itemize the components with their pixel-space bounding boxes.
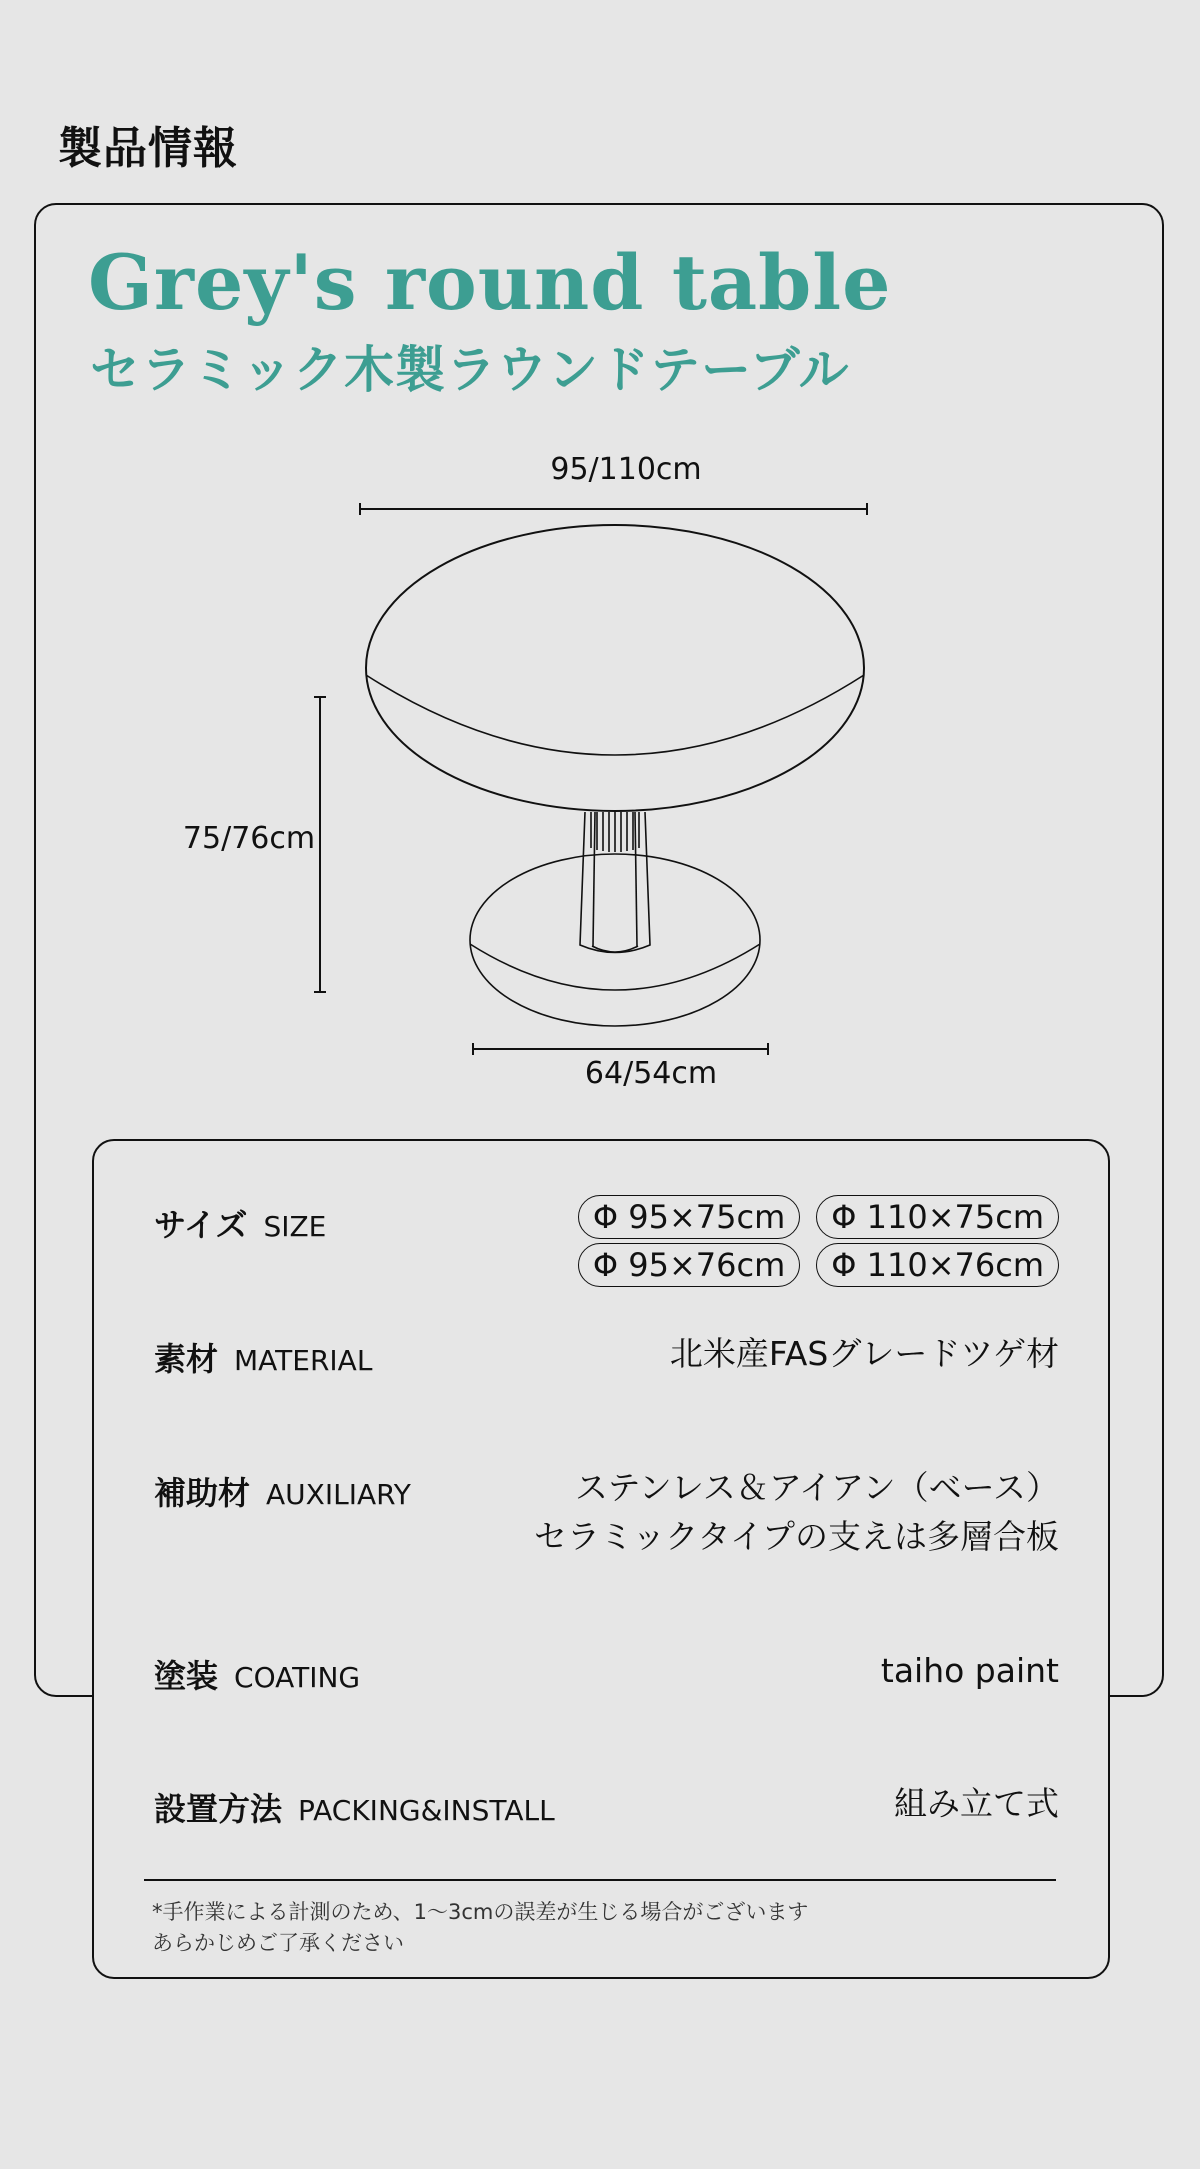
- product-title-ja: セラミック木製ラウンドテーブル: [90, 341, 850, 399]
- packing-value: 組み立て式: [894, 1784, 1059, 1823]
- auxiliary-label-ja: 補助材: [154, 1474, 251, 1512]
- table-top: [366, 525, 864, 811]
- table-drawing: [366, 525, 864, 1026]
- packing-label-en: PACKING&INSTALL: [298, 1794, 555, 1827]
- size-options: [578, 1195, 1059, 1287]
- size-option: Φ 95×76cm: [578, 1243, 800, 1287]
- coating-label: [154, 1651, 360, 1697]
- height-label: 75/76cm: [182, 821, 316, 856]
- packing-label-ja: 設置方法: [154, 1790, 283, 1828]
- material-label-en: MATERIAL: [234, 1344, 373, 1377]
- auxiliary-label-en: AUXILIARY: [266, 1478, 411, 1511]
- coating-label-en: COATING: [234, 1661, 361, 1694]
- section-heading: 製品情報: [58, 123, 238, 174]
- size-label-ja: サイズ: [154, 1206, 248, 1244]
- size-option: Φ 110×76cm: [816, 1243, 1059, 1287]
- base-width-label: 64/54cm: [584, 1056, 718, 1091]
- footnote-line1: *手作業による計測のため、1～3cmの誤差が生じる場合がございます: [152, 1900, 809, 1924]
- product-title-en: Grey's round table: [88, 238, 892, 327]
- size-option: Φ 95×75cm: [578, 1195, 800, 1239]
- material-label: [154, 1334, 372, 1380]
- coating-value: taiho paint: [880, 1651, 1059, 1690]
- coating-label-ja: 塗装: [154, 1657, 219, 1695]
- auxiliary-value-line2: セラミックタイプの支えは多層合板: [533, 1517, 1059, 1556]
- material-label-ja: 素材: [154, 1340, 219, 1378]
- footnote-divider: [144, 1879, 1056, 1881]
- material-value: 北米産FASグレードツゲ材: [669, 1334, 1059, 1373]
- auxiliary-value-line1: ステンレス＆アイアン（ベース）: [575, 1468, 1059, 1507]
- auxiliary-label: [154, 1468, 411, 1514]
- auxiliary-value: [534, 1463, 1059, 1561]
- table-base: [470, 854, 760, 1026]
- size-label: [154, 1200, 326, 1246]
- footnote-line2: あらかじめご了承ください: [152, 1931, 404, 1955]
- size-option: Φ 110×75cm: [816, 1195, 1059, 1239]
- packing-label: [154, 1784, 555, 1830]
- size-label-en: SIZE: [263, 1210, 327, 1243]
- top-width-label: 95/110cm: [550, 452, 702, 487]
